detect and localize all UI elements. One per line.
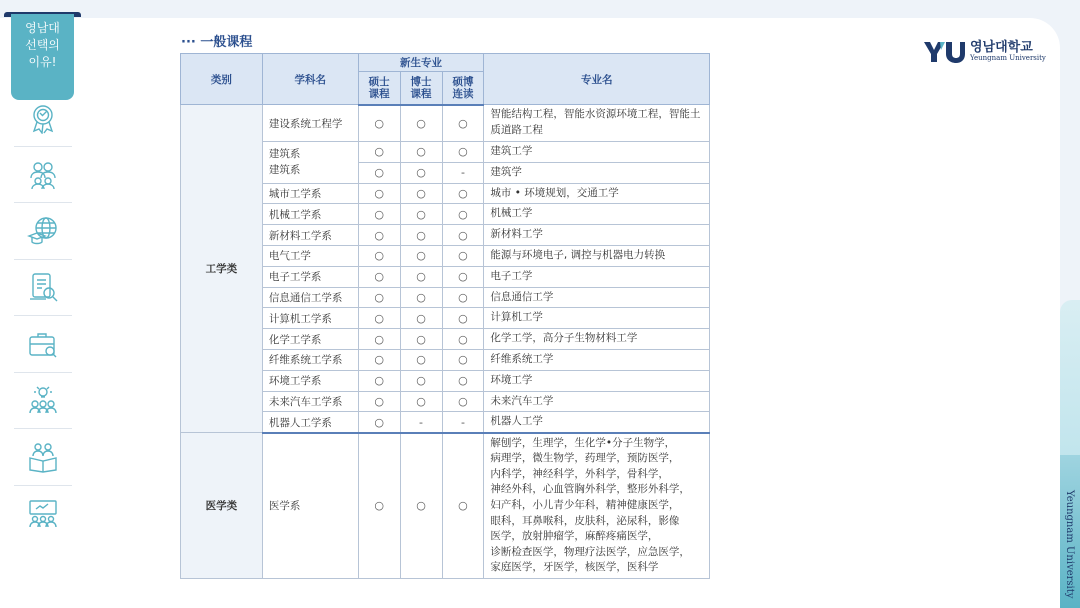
sidebar <box>0 18 84 608</box>
major-name-cell: 机器人工学 <box>484 412 710 433</box>
availability-mark: ○ <box>358 433 400 579</box>
sidebar-item-reading[interactable] <box>14 429 72 486</box>
sidebar-item-people[interactable] <box>14 147 72 204</box>
availability-mark: ○ <box>442 225 484 246</box>
availability-mark: - <box>400 412 442 433</box>
major-name-cell: 未来汽车工学 <box>484 391 710 412</box>
availability-mark: ○ <box>442 349 484 370</box>
category-cell: 工学类 <box>181 105 263 433</box>
major-name-cell: 纤维系统工学 <box>484 349 710 370</box>
department-cell: 未来汽车工学系 <box>262 391 358 412</box>
logo-english: Yeungnam University <box>970 54 1046 62</box>
availability-mark: ○ <box>358 162 400 183</box>
reading-people-icon <box>27 441 59 473</box>
availability-mark: ○ <box>400 204 442 225</box>
department-cell: 机器人工学系 <box>262 412 358 433</box>
availability-mark: - <box>442 412 484 433</box>
department-cell <box>262 142 358 184</box>
sidebar-item-global[interactable] <box>14 203 72 260</box>
major-line: 妇产科，小儿青少年科，精神健康医学， <box>490 499 680 512</box>
major-name-cell: 新材料工学 <box>484 225 710 246</box>
major-line: 解刨学，生理学，生化学•分子生物学， <box>490 436 676 449</box>
idea-people-icon <box>27 384 59 416</box>
sidebar-nav <box>14 90 72 542</box>
availability-mark: ○ <box>358 391 400 412</box>
header-master <box>358 72 400 105</box>
major-name-cell: 建筑工学 <box>484 142 710 163</box>
major-name-cell: 电子工学 <box>484 266 710 287</box>
department-cell: 电子工学系 <box>262 266 358 287</box>
availability-mark: ○ <box>400 245 442 266</box>
major-name-cell: 能源与环境电子, 调控与机器电力转换 <box>484 245 710 266</box>
major-line: 内科学，神经科学，外科学，骨科学， <box>490 467 669 480</box>
availability-mark: ○ <box>442 287 484 308</box>
availability-mark: ○ <box>400 433 442 579</box>
availability-mark: ○ <box>400 105 442 142</box>
header-doctor-l2: 课程 <box>410 87 432 100</box>
major-name-cell: 环境工学 <box>484 370 710 391</box>
badge-line-3: 이유! <box>28 55 57 69</box>
sidebar-item-presentation[interactable] <box>14 486 72 543</box>
department-cell: 新材料工学系 <box>262 225 358 246</box>
availability-mark: ○ <box>358 349 400 370</box>
availability-mark: ○ <box>400 329 442 350</box>
course-table <box>180 53 710 579</box>
availability-mark: ○ <box>400 225 442 246</box>
award-icon <box>27 102 59 134</box>
department-cell: 城市工学系 <box>262 183 358 204</box>
availability-mark: ○ <box>400 287 442 308</box>
presentation-people-icon <box>27 498 59 530</box>
availability-mark: ○ <box>442 105 484 142</box>
department-cell: 计算机工学系 <box>262 308 358 329</box>
header-combined <box>442 72 484 105</box>
major-name-cell: 智能结构工程，智能水资源环境工程，智能土质道路工程 <box>484 105 710 142</box>
table-row <box>181 105 710 142</box>
sidebar-item-documents[interactable] <box>14 260 72 317</box>
header-master-l1: 硕士 <box>368 75 390 88</box>
department-cell: 医学系 <box>262 433 358 579</box>
major-line: 神经外科，心血管胸外科学，整形外科学， <box>490 483 690 496</box>
availability-mark: ○ <box>442 245 484 266</box>
header-department: 学科名 <box>262 54 358 105</box>
header-new-major: 新生专业 <box>358 54 484 72</box>
availability-mark: ○ <box>400 266 442 287</box>
availability-mark: ○ <box>400 370 442 391</box>
major-name-cell: 计算机工学 <box>484 308 710 329</box>
availability-mark: ○ <box>358 142 400 163</box>
course-table-body <box>181 105 710 579</box>
availability-mark: ○ <box>442 308 484 329</box>
header-combined-l2: 连读 <box>452 87 474 100</box>
availability-mark: ○ <box>400 162 442 183</box>
availability-mark: ○ <box>442 142 484 163</box>
availability-mark: ○ <box>400 391 442 412</box>
major-line: 家庭医学，牙医学，核医学，医科学 <box>490 561 659 574</box>
university-logo[interactable] <box>922 40 1046 64</box>
major-line: 医学，放射肿瘤学，麻醉疼痛医学， <box>490 530 659 543</box>
department-cell: 建设系统工程学 <box>262 105 358 142</box>
availability-mark: ○ <box>358 287 400 308</box>
section-title: ··· 一般课程 <box>181 35 253 50</box>
major-name-cell <box>484 433 710 579</box>
availability-mark: ○ <box>442 204 484 225</box>
availability-mark: ○ <box>358 245 400 266</box>
availability-mark: ○ <box>442 391 484 412</box>
header-major-name: 专业名 <box>484 54 710 105</box>
availability-mark: ○ <box>358 308 400 329</box>
yu-logo-icon <box>922 40 966 64</box>
reasons-badge[interactable] <box>11 14 74 100</box>
availability-mark: ○ <box>358 370 400 391</box>
sidebar-item-ideas[interactable] <box>14 373 72 430</box>
availability-mark: ○ <box>400 142 442 163</box>
major-line: 病理学，微生物学，药理学，预防医学， <box>490 452 680 465</box>
document-search-icon <box>27 271 59 303</box>
sidebar-item-career[interactable] <box>14 316 72 373</box>
header-category: 类别 <box>181 54 263 105</box>
availability-mark: ○ <box>358 329 400 350</box>
briefcase-search-icon <box>27 328 59 360</box>
header-doctor-l1: 博士 <box>410 75 432 88</box>
availability-mark: ○ <box>400 183 442 204</box>
department-line: 建筑系 <box>268 164 301 177</box>
major-line: 眼科，耳鼻喉科，皮肤科，泌尿科，影像 <box>490 514 680 527</box>
availability-mark: ○ <box>442 183 484 204</box>
people-icon <box>27 158 59 190</box>
department-cell: 纤维系统工学系 <box>262 349 358 370</box>
header-combined-l1: 硕博 <box>452 75 474 88</box>
sidebar-item-award[interactable] <box>14 90 72 147</box>
department-line: 建筑系 <box>268 148 301 161</box>
department-cell: 信息通信工学系 <box>262 287 358 308</box>
availability-mark: ○ <box>442 370 484 391</box>
availability-mark: ○ <box>358 266 400 287</box>
availability-mark: ○ <box>442 329 484 350</box>
availability-mark: ○ <box>442 266 484 287</box>
vertical-university-label: Yeungnam University <box>1064 490 1075 599</box>
table-row <box>181 433 710 579</box>
availability-mark: - <box>442 162 484 183</box>
major-name-cell: 化学工学，高分子生物材料工学 <box>484 329 710 350</box>
availability-mark: ○ <box>442 433 484 579</box>
major-name-cell: 信息通信工学 <box>484 287 710 308</box>
availability-mark: ○ <box>358 204 400 225</box>
department-cell: 电气工学 <box>262 245 358 266</box>
major-name-cell: 城市 • 环境规划，交通工学 <box>484 183 710 204</box>
category-cell: 医学类 <box>181 433 263 579</box>
department-cell: 环境工学系 <box>262 370 358 391</box>
availability-mark: ○ <box>400 308 442 329</box>
header-master-l2: 课程 <box>368 87 390 100</box>
major-name-cell: 机械工学 <box>484 204 710 225</box>
department-cell: 化学工学系 <box>262 329 358 350</box>
globe-graduation-icon <box>27 215 59 247</box>
availability-mark: ○ <box>358 105 400 142</box>
major-name-cell: 建筑学 <box>484 162 710 183</box>
availability-mark: ○ <box>358 412 400 433</box>
badge-line-2: 선택의 <box>25 38 60 52</box>
availability-mark: ○ <box>400 349 442 370</box>
badge-line-1: 영남대 <box>25 21 60 35</box>
decorative-band <box>1060 300 1080 470</box>
availability-mark: ○ <box>358 225 400 246</box>
header-doctor <box>400 72 442 105</box>
logo-korean: 영남대학교 <box>970 40 1033 55</box>
availability-mark: ○ <box>358 183 400 204</box>
major-line: 诊断检查医学，物理疗法医学，应急医学， <box>490 545 690 558</box>
department-cell: 机械工学系 <box>262 204 358 225</box>
